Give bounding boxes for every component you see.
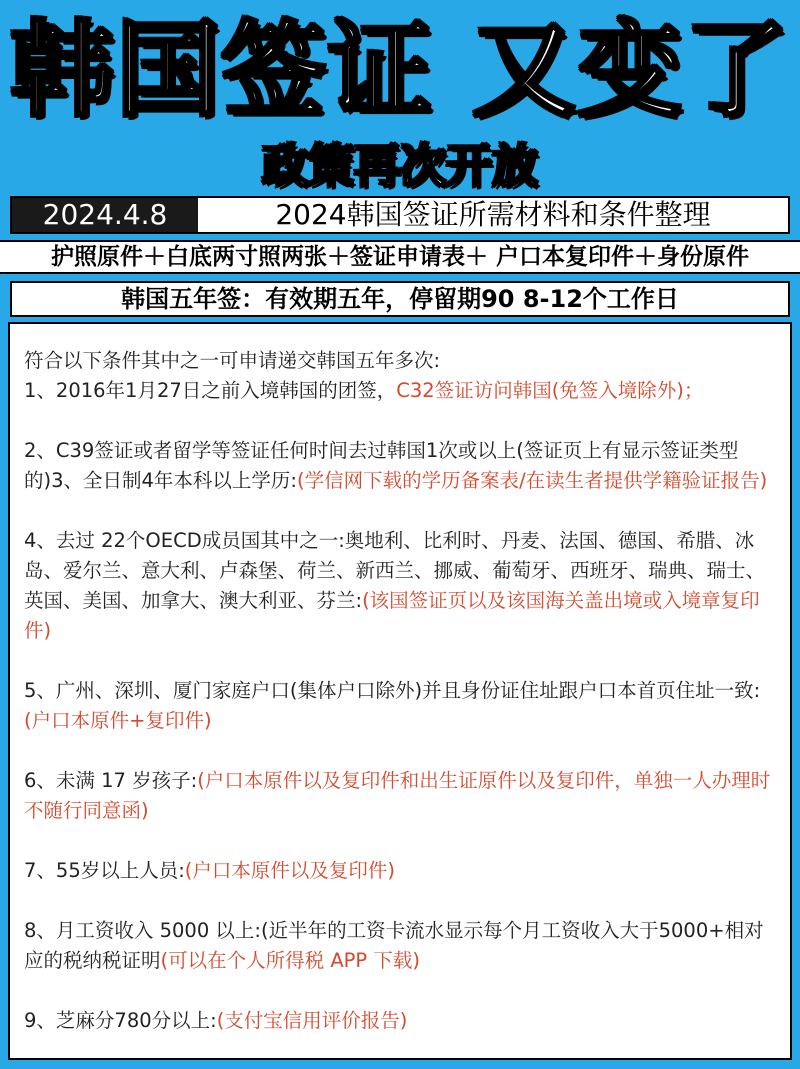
condition-item: 8、月工资收入 5000 以上:(近半年的工资卡流水显示每个月工资收入大于5000+相对应的税纳税证明(可以在个人所得税 APP 下载) [24, 919, 764, 972]
condition-item: 2、C39签证或者留学等签证任何时间去过韩国1次或以上(签证页上有显示签证类型的)3、全日制4年本科以上学历:(学信网下载的学历备案表/在读生者提供学籍验证报告) [24, 439, 768, 492]
conditions-intro: 符合以下条件其中之一可申请递交韩国五年多次: [24, 349, 441, 372]
condition-item: 9、芝麻分780分以上:(支付宝信用评价报告) [24, 1009, 408, 1032]
subtitle: 政策再次开放 [262, 139, 538, 193]
materials-banner: 护照原件＋白底两寸照两张＋签证申请表＋ 户口本复印件＋身份原件 [0, 240, 800, 274]
date-banner [10, 196, 790, 234]
condition-item: 4、去过 22个OECD成员国其中之一:奥地利、比利时、丹麦、法国、德国、希腊、冰岛、爱尔兰、意大利、卢森堡、荷兰、新西兰、挪威、葡萄牙、西班牙、瑞典、瑞士、英国、美国、加拿大、澳大利亚、芬兰:(该国签证页以及该国海关盖出境或入境章复印件) [24, 529, 766, 642]
date-label: 2024.4.8 [12, 198, 198, 232]
condition-item: 6、未满 17 岁孩子:(户口本原件以及复印件和出生证原件以及复印件，单独一人办理时不随行同意函) [24, 769, 771, 822]
date-banner-title: 2024韩国签证所需材料和条件整理 [275, 198, 711, 231]
five-year-visa-banner: 韩国五年签：有效期五年，停留期90 8-12个工作日 [10, 281, 790, 317]
condition-item: 5、广州、深圳、厦门家庭户口(集体户口除外)并且身份证住址跟户口本首页住址一致:(户口本原件+复印件) [24, 679, 761, 732]
conditions-card [8, 322, 792, 1060]
main-title: 韩国签证 又变了 [9, 9, 791, 131]
condition-item: 1、2016年1月27日之前入境韩国的团签，C32签证访问韩国(免签入境除外)； [24, 379, 704, 402]
condition-item: 7、55岁以上人员:(户口本原件以及复印件) [24, 859, 396, 882]
